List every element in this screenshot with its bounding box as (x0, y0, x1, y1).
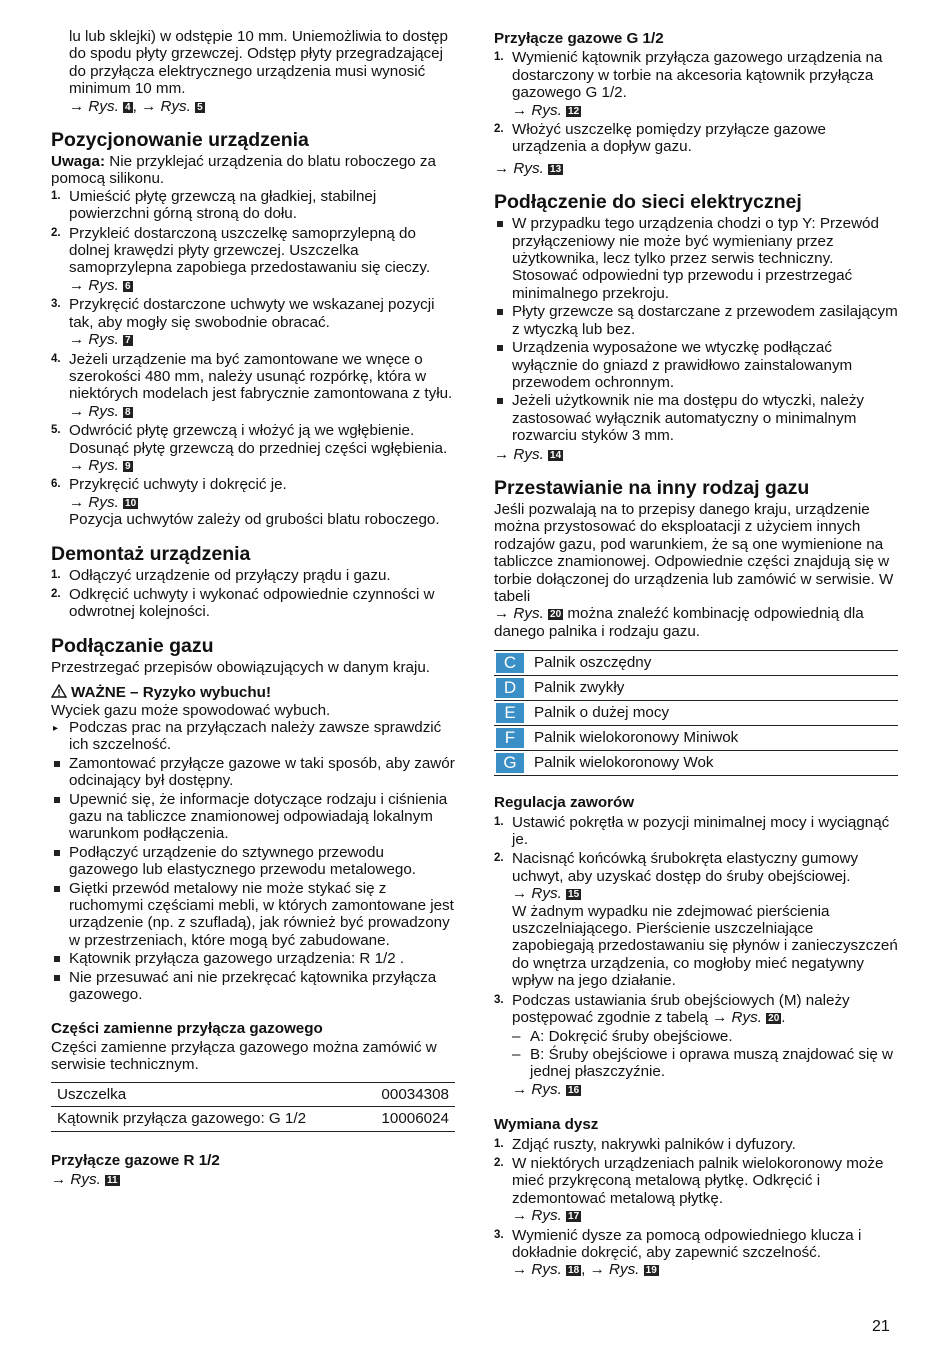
table-row: F Palnik wielokoronowy Miniwok (494, 726, 898, 751)
figure-reference: → Rys. 4 , → Rys. 5 (69, 97, 203, 115)
section-heading-gas: Podłączanie gazu (51, 634, 214, 657)
list-item: Jeżeli użytkownik nie ma dostępu do wtyczki, należy zastosować wyłącznik automatyczny o minimalnym rozwarciu styków 3 mm. (494, 392, 898, 444)
table-row: G Palnik wielokoronowy Wok (494, 751, 898, 776)
subheading-valves: Regulacja zaworów (494, 794, 635, 812)
list-item: 3. Przykręcić dostarczone uchwyty we wskazanej pozycji tak, aby mogły się swobodnie obracać. → Rys. 7 (51, 296, 435, 349)
spare-parts-table (51, 1082, 455, 1132)
list-item: 2. W niektórych urządzeniach palnik wielokoronowy może mieć przykręconą metalową płytkę. Odkręcić i zdemontować metalową płytkę. → Rys. 17 (494, 1154, 884, 1225)
subheading-g12: Przyłącze gazowe G 1/2 (494, 30, 664, 47)
electrical-bullets (494, 215, 898, 444)
burner-table (494, 650, 898, 776)
intro-paragraph: lu lub sklejki) w odstępie 10 mm. Uniemożliwia to dostęp do spodu płyty grzewczej. Odstęp płyty przegradzającej do przyłącza elektrycznego urządzenia musi wynosić minimum 10 mm. (69, 28, 449, 98)
spare-parts-text: Części zamienne przyłącza gazowego można zamówić w serwisie technicznym. (51, 1038, 437, 1074)
list-item: 1. Zdjąć ruszty, nakrywki palników i dyfuzory. (494, 1135, 796, 1153)
warning-triangle-icon (51, 684, 67, 698)
list-item: Płyty grzewcze są dostarczane z przewodem zasilającym z wtyczką lub bez. (494, 303, 898, 338)
positioning-steps (51, 188, 455, 529)
list-item: 3. Podczas ustawiania śrub obejściowych (M) należy postępować zgodnie z tabelą → Rys. 20 . (494, 991, 850, 1027)
list-item: 6. Przykręcić uchwyty i dokręcić je. → Rys. 10 Pozycja uchwytów zależy od grubości blatu roboczego. (51, 476, 440, 529)
subheading-spare-parts: Części zamienne przyłącza gazowego (51, 1019, 323, 1037)
list-item: 5. Odwrócić płytę grzewczą i włożyć ją we wgłębienie. Dosunąć płytę grzewczą do przedniej części wgłębienia. → Rys. 9 (51, 422, 448, 474)
list-item: W przypadku tego urządzenia chodzi o typ Y: Przewód przyłączeniowy nie może być wymieniany przez użytkownika, lecz tylko przez serwis techniczny. Stosować odpowiedni typ przewodu i przestrzegać minimalnego przekroju. (494, 215, 898, 302)
g12-steps (494, 49, 898, 155)
list-item: 1. Wymienić kątownik przyłącza gazowego urządzenia na dostarczony w torbie na akcesoria kątownik przyłącza gazowego G 1/2. → Rys. 12 (494, 49, 883, 119)
list-item: 2. Włożyć uszczelkę pomiędzy przyłącze gazowe urządzenia a dopływ gazu. (494, 121, 826, 156)
list-item: 2. Przykleić dostarczoną uszczelkę samoprzylepną do dolnej krawędzi płyty grzewczej. Uszczelka samoprzylepna zapobiega przedostawaniu się cieczy. → Rys. 6 (51, 224, 431, 294)
list-item: 1. Umieścić płytę grzewczą na gładkiej, stabilnej powierzchni górną stroną do dołu. (51, 187, 377, 223)
list-item: Urządzenia wyposażone we wtyczkę podłączać wyłącznie do gniazd z prawidłowo zainstalowanym przewodem ochronnym. (494, 339, 898, 391)
table-row: C Palnik oszczędny (494, 651, 898, 676)
list-item: Kątownik przyłącza gazowego urządzenia: R 1/2 . (51, 950, 455, 967)
note-paragraph: Uwaga: Nie przyklejać urządzenia do blatu roboczego za pomocą silikonu. (51, 153, 436, 188)
figure-reference: → Rys. 11 (51, 1170, 118, 1188)
list-item: – A: Dokręcić śruby obejściowe. (512, 1028, 733, 1046)
warning-text: Wyciek gazu może spowodować wybuch. (51, 701, 331, 719)
burner-letter: D (496, 678, 524, 698)
gas-intro: Przestrzegać przepisów obowiązujących w danym kraju. (51, 658, 431, 676)
left-column (51, 28, 455, 1188)
burner-letter: E (496, 703, 524, 723)
list-item: 2. Odkręcić uchwyty i wykonać odpowiednie czynności w odwrotnej kolejności. (51, 585, 435, 621)
valve-steps (494, 814, 898, 1027)
figure-reference: → Rys. 13 (494, 159, 562, 177)
section-heading-positioning: Pozycjonowanie urządzenia (51, 129, 309, 152)
list-item: 1. Ustawić pokrętła w pozycji minimalnej mocy i wyciągnąć je. (494, 813, 890, 848)
burner-letter: F (496, 728, 524, 748)
section-heading-dismantling: Demontaż urządzenia (51, 542, 251, 565)
section-heading-electrical: Podłączenie do sieci elektrycznej (494, 191, 802, 214)
figure-reference: → Rys. 16 (512, 1080, 580, 1098)
list-item: Giętki przewód metalowy nie może stykać się z ruchomymi częściami mebli, w których zamontowane jest urządzenie (np. z szufladą), jak również być prowadzony w przestrzeniach, które mogą być zabudowane. (51, 880, 455, 950)
valve-options (494, 1028, 898, 1080)
table-row: D Palnik zwykły (494, 676, 898, 701)
conversion-text: Jeśli pozwalają na to przepisy danego kraju, urządzenie można przystosować do eksploatacji z użyciem innych rodzajów gazu, pod warunkiem, że są one wymienione na tabliczce znamionowej. Odpowiednie części znajdują się w torbie dołączonej do urządzenia lub zamówić w serwisie. W tabeli → Rys. 20 można znaleźć kombinację odpowiednią dla danego palnika i rodzaju gazu. (494, 500, 894, 640)
warning-title: WAŻNE – Ryzyko wybuchu! (51, 684, 455, 701)
list-item: 4. Jeżeli urządzenie ma być zamontowane we wnęce o szerokości 480 mm, należy usunąć rozpórkę, która w niektórych modelach jest fabrycznie zamontowana z tyłu. → Rys. 8 (51, 350, 453, 420)
page-number: 21 (872, 1318, 890, 1335)
list-item: – B: Śruby obejściowe i oprawa muszą znajdować się w jednej płaszczyźnie. (512, 1045, 893, 1081)
section-heading-gas-conversion: Przestawianie na inny rodzaj gazu (494, 476, 810, 499)
figure-reference: → Rys. 14 (494, 445, 562, 463)
list-item: ▸ Podczas prac na przyłączach należy zawsze sprawdzić ich szczelność. (53, 719, 442, 754)
list-item: Nie przesuwać ani nie przekręcać kątownika przyłącza gazowego. (51, 969, 455, 1004)
burner-letter: C (496, 653, 524, 673)
list-item: 1. Odłączyć urządzenie od przyłączy prądu i gazu. (51, 566, 391, 584)
right-column (494, 28, 898, 1281)
table-row: Kątownik przyłącza gazowego: G 1/2 10006024 (51, 1107, 455, 1131)
dismantling-steps (51, 567, 455, 621)
list-item: Podłączyć urządzenie do sztywnego przewodu gazowego lub elastycznego przewodu metalowego. (51, 844, 455, 879)
subheading-nozzles: Wymiana dysz (494, 1116, 599, 1134)
list-item: Upewnić się, że informacje dotyczące rodzaju i ciśnienia gazu na tabliczce znamionowej odpowiadają lokalnym warunkom podłączenia. (51, 791, 455, 843)
list-item: 2. Nacisnąć końcówką śrubokręta elastyczny gumowy uchwyt, aby uzyskać dostęp do śruby obejściowej. → Rys. 15 W żadnym wypadku nie zdejmować pierścienia uszczelniającego. Pierścienie uszczelniające zapobiegają przedostawaniu się płynów i zanieczyszczeń do wnętrza urządzenia, co mogłoby mieć negatywny wpływ na jego działanie. (494, 850, 898, 990)
list-item: 3. Wymienić dysze za pomocą odpowiedniego klucza i dokładnie dokręcić, aby zapewnić szczelność. → Rys. 18 , → Rys. 19 (494, 1226, 862, 1279)
list-item: Zamontować przyłącze gazowe w taki sposób, aby zawór odcinający był dostępny. (51, 755, 455, 790)
nozzle-steps (494, 1136, 898, 1279)
table-row: Uszczelka 00034308 (51, 1082, 455, 1106)
burner-letter: G (496, 753, 524, 773)
table-row: E Palnik o dużej mocy (494, 701, 898, 726)
gas-bullets (51, 719, 455, 1004)
subheading-r12: Przyłącze gazowe R 1/2 (51, 1151, 220, 1169)
